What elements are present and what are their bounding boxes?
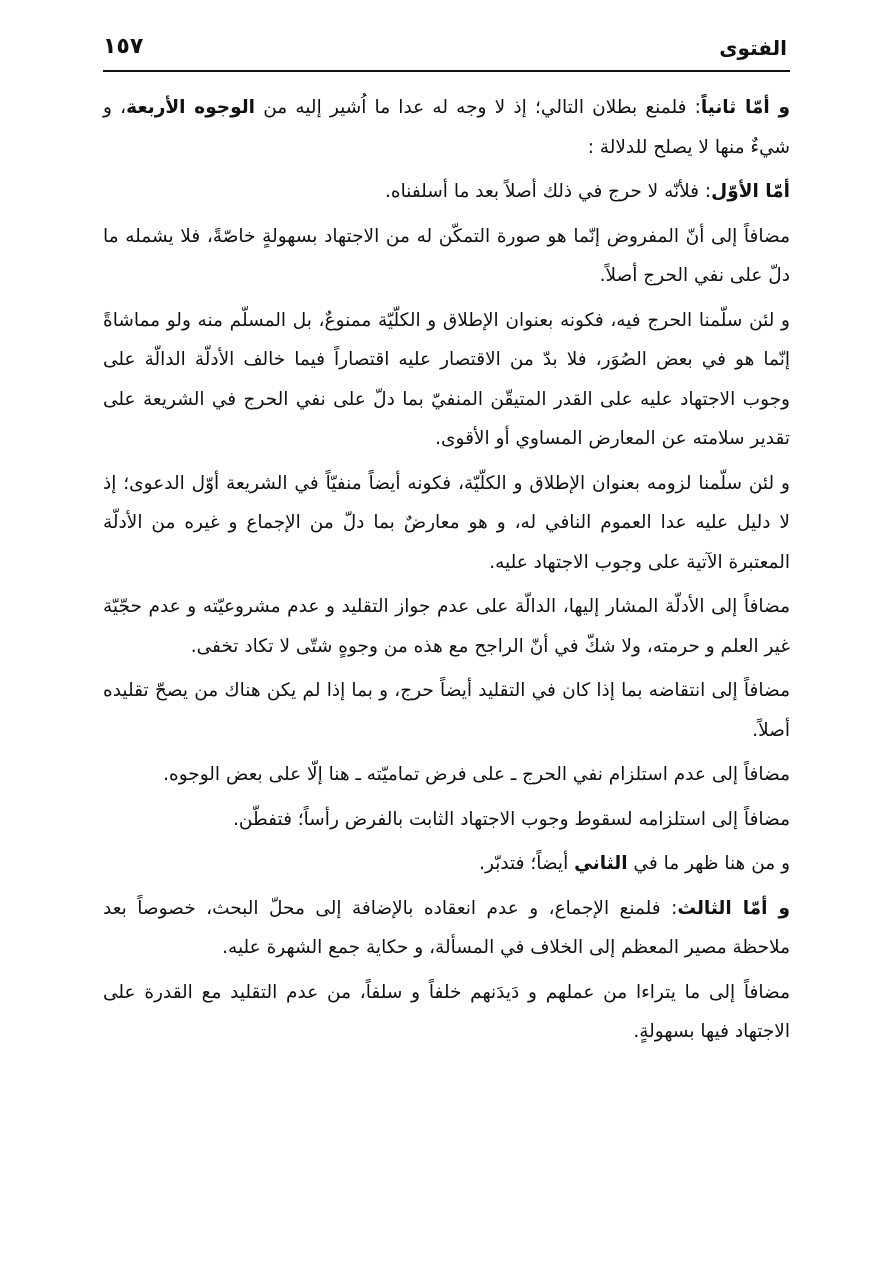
- paragraph-text: : فلأنّه لا حرج في ذلك أصلاً بعد ما أسلفناه.: [385, 181, 712, 202]
- page-header: [103, 30, 787, 70]
- paragraph-text: ، و شيءٌ منها لا يصلح للدلالة :: [103, 97, 790, 158]
- paragraph-7: مضافاً إلى انتقاضه بما إذا كان في التقليد أيضاً حرج، و بما إذا لم يكن هناك من يصحّ تقليده أصلاً.: [103, 680, 790, 741]
- paragraph-text: : فلمنع بطلان التالي؛ إذ لا وجه له عدا ما اُشير إليه من: [255, 97, 701, 118]
- paragraph-6: مضافاً إلى الأدلّة المشار إليها، الدالّة على عدم جواز التقليد و عدم مشروعيّته و عدم حجّيّة غير العلم و حرمته، ولا شكّ في أنّ الراجح مع هذه من وجوهٍ شتّى لا تكاد تخفى.: [103, 596, 790, 657]
- paragraph-3: مضافاً إلى أنّ المفروض إنّما هو صورة التمكّن له من الاجتهاد بسهولةٍ خاصّةً، فلا يشمله ما دلّ على نفي الحرج أصلاً.: [103, 225, 790, 286]
- paragraph-5: و لئن سلّمنا لزومه بعنوان الإطلاق و الكلّيّة، فكونه أيضاً منفيّاً في الشريعة أوّل الدعوى؛ إذ لا دليل عليه عدا العموم النافي له، و هو معارضٌ بما دلّ من الإجماع و غيره من الأدلّة المعتبرة الآتية على وجوب الاجتهاد عليه.: [103, 472, 790, 573]
- section-heading-secondly: و أمّا ثانياً: [700, 97, 790, 118]
- page-number: ١٥٧: [103, 34, 144, 59]
- paragraph-9: مضافاً إلى استلزامه لسقوط وجوب الاجتهاد الثابت بالفرض رأساً؛ فتفطّن.: [232, 808, 790, 830]
- paragraph-12: مضافاً إلى ما يتراءا من عملهم و دَيدَنهم خلفاً و سلفاً، من عدم التقليد مع القدرة على الاجتهاد فيها بسهولةٍ.: [103, 981, 790, 1042]
- body-text: [103, 88, 790, 1057]
- paragraph-text: : فلمنع الإجماع، و عدم انعقاده بالإضافة إلى محلّ البحث، خصوصاً بعد ملاحظة مصير المعظم إلى الخلاف في المسألة، و حكاية جمع الشهرة عليه.: [103, 897, 790, 958]
- paragraph-text: و من هنا ظهر ما في: [627, 853, 790, 874]
- paragraph-8: مضافاً إلى عدم استلزام نفي الحرج ـ على فرض تماميّته ـ هنا إلّا على بعض الوجوه.: [163, 764, 790, 785]
- running-title: الفتوى: [719, 36, 787, 60]
- paragraph-4: و لئن سلّمنا الحرج فيه، فكونه بعنوان الإطلاق و الكلّيّة ممنوعٌ، بل المسلّم منه ولو مماشاةً إنّما هو في بعض الصُوَر، فلا بدّ من الاقتصار عليه اقتصاراً فيما خالف الأدلّة الدالّة على وجوب الاجتهاد عليه على القدر المتيقّن المنفيّ بما دلّ على نفي الحرج في الشريعة على تقدير سلامته عن المعارض المساوي أو الأقوى.: [103, 309, 790, 449]
- header-divider: [103, 70, 790, 72]
- paragraph-10: [103, 844, 790, 884]
- section-heading-first: أمّا الأوّل: [711, 181, 790, 202]
- section-heading-third: و أمّا الثالث: [677, 897, 790, 919]
- paragraph-text: أيضاً؛ فتدبّر.: [479, 853, 575, 874]
- paragraph-1: [103, 88, 790, 167]
- paragraph-11: [103, 889, 790, 968]
- emphasis-four-aspects: الوجوه الأربعة: [126, 97, 256, 118]
- emphasis-second: الثاني: [574, 853, 628, 874]
- paragraph-2: [103, 172, 790, 212]
